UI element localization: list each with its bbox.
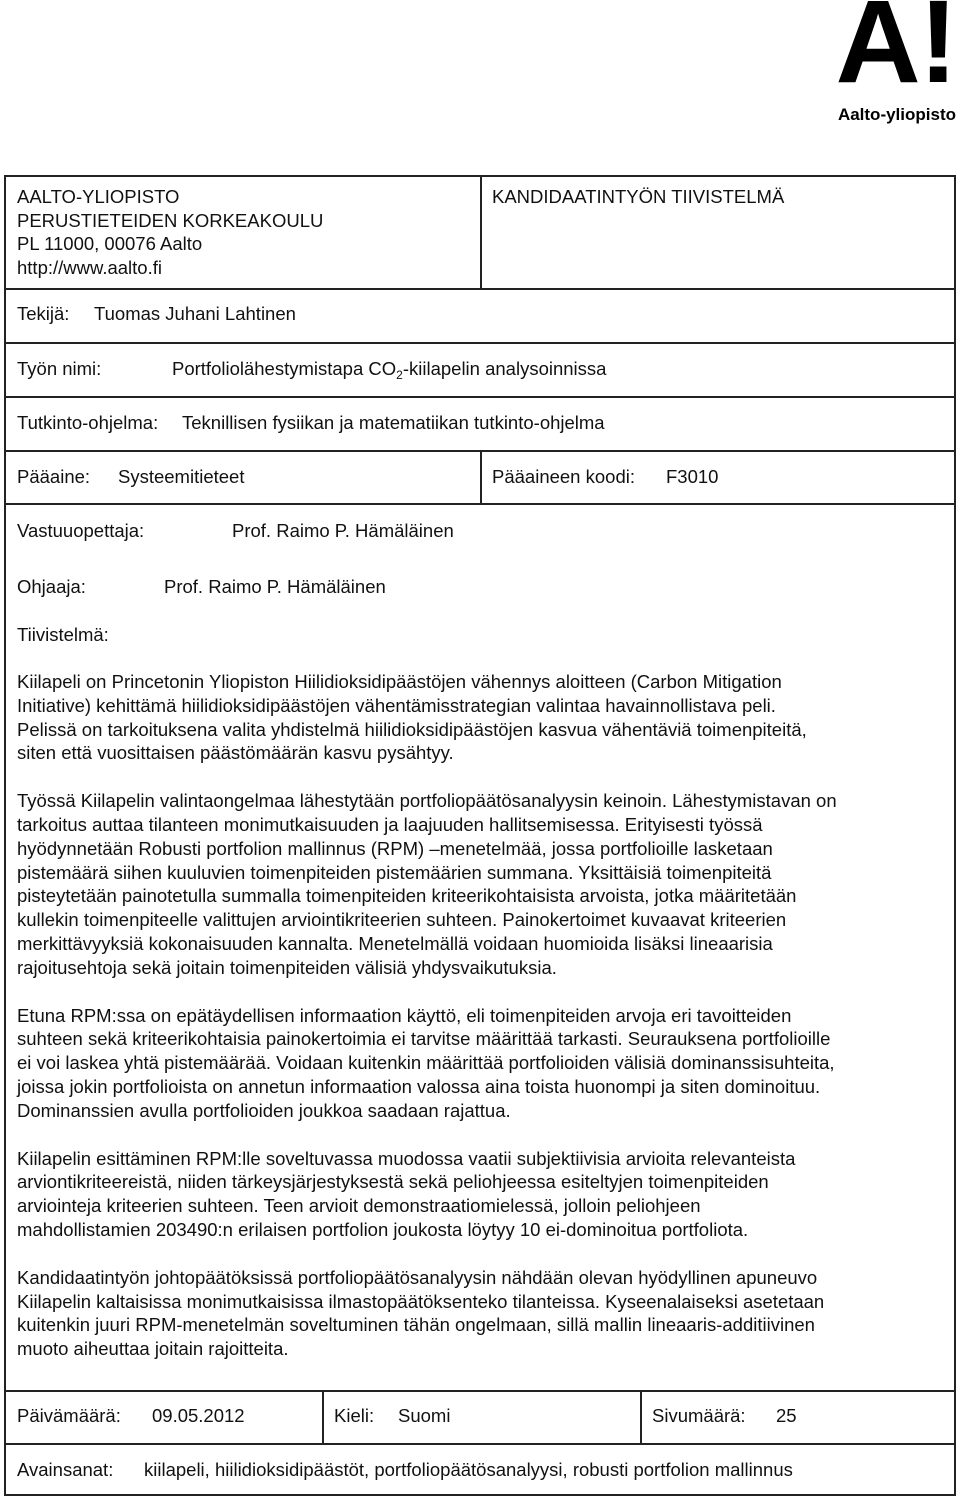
title-part: Portfoliolähestymistapa CO — [172, 358, 397, 379]
abstract-paragraph — [17, 1004, 952, 1123]
date-value: 09.05.2012 — [152, 1405, 245, 1426]
abstract-line: Kandidaatintyön johtopäätöksissä portfoliopäätösanalyysin nähdään olevan hyödyllinen apuneuvo — [17, 1266, 818, 1288]
pages-value: 25 — [776, 1405, 797, 1426]
programme-value: Teknillisen fysiikan ja matematiikan tutkinto-ohjelma — [182, 412, 605, 433]
abstract-line: Kiilapelin kaltaisissa monimutkaisissa ilmastopäätöksenteko tilanteissa. Kyseenalaiseksi asetetaan — [17, 1290, 825, 1312]
abstract-paragraph — [17, 670, 952, 765]
abstract-line: rajoitusehtoja sekä joitain toimenpiteiden välisiä yhdysvaikutuksia. — [17, 956, 557, 978]
header-divider — [480, 177, 482, 289]
abstract-line: pistemäärä siihen kuuluvien toimenpiteiden pistemäärien summana. Yksittäisiä toimenpiteitä — [17, 861, 772, 883]
document-type: KANDIDAATINTYÖN TIIVISTELMÄ — [492, 186, 785, 207]
abstract-line: kullekin toimenpiteelle valittujen arviointikriteerien suhteen. Painokertoimet kuvaavat kriteerien — [17, 909, 787, 931]
major-code-label: Pääaineen koodi: — [492, 466, 635, 487]
abstract-body — [17, 670, 952, 1385]
abstract-line: Kiilapeli on Princetonin Yliopiston Hiilidioksidipäästöjen vähennys aloitteen (Carbon Mitigation — [17, 671, 782, 692]
address-line: PL 11000, 00076 Aalto — [17, 233, 203, 254]
abstract-line: muoto aiheuttaa joitain rajoitteita. — [17, 1338, 289, 1360]
programme-label: Tutkinto-ohjelma: — [17, 412, 159, 433]
divider — [6, 396, 954, 398]
address-line: http://www.aalto.fi — [17, 256, 162, 278]
major-divider — [480, 450, 482, 504]
major-code-value: F3010 — [666, 466, 719, 487]
thesis-title — [172, 357, 606, 381]
logo-text: Aalto-yliopisto — [837, 105, 956, 124]
author-value: Tuomas Juhani Lahtinen — [94, 303, 296, 324]
abstract-line: kuitenkin juuri RPM-menetelmän soveltuminen tähän ongelmaan, sillä mallin lineaaris-additiivinen — [17, 1314, 815, 1336]
abstract-paragraph — [17, 1266, 952, 1361]
pages-label: Sivumäärä: — [652, 1405, 746, 1426]
address-line: AALTO-YLIOPISTO — [17, 186, 180, 207]
abstract-line: siten että vuosittaisen päästömäärän kasvu pysähtyy. — [17, 742, 454, 764]
title-subscript: 2 — [396, 368, 403, 382]
abstract-form — [4, 175, 956, 1496]
divider — [6, 1443, 954, 1445]
abstract-line: Initiative) kehittämä hiilidioksidipäästöjen vähentämisstrategian valintaa havainnollistava peli. — [17, 694, 776, 716]
university-address — [17, 185, 323, 279]
advisor-label: Ohjaaja: — [17, 576, 86, 597]
language-label: Kieli: — [334, 1405, 375, 1426]
logo-mark: A! — [835, 0, 956, 108]
abstract-line: Dominanssien avulla portfolioiden joukkoa saadaan rajattua. — [17, 1099, 511, 1121]
abstract-line: mahdollistamien 203490:n erilaisen portfolion joukosta löytyy 10 ei-dominoitua portfoliota. — [17, 1218, 749, 1240]
footer-divider — [640, 1390, 642, 1444]
keywords-label: Avainsanat: — [17, 1459, 114, 1480]
date-label: Päivämäärä: — [17, 1405, 121, 1426]
abstract-line: pisteytetään painotetulla summalla toimenpiteiden kriteerikohtaisista arvoista, jotka määritetään — [17, 885, 797, 907]
abstract-line: Kiilapelin esittäminen RPM:lle soveltuvassa muodossa vaatii subjektiivisia arvioita relevanteista — [17, 1147, 796, 1169]
title-label: Työn nimi: — [17, 358, 102, 379]
divider — [6, 342, 954, 344]
divider — [6, 288, 954, 290]
keywords-value: kiilapeli, hiilidioksidipäästöt, portfoliopäätösanalyysi, robusti portfolion mallinnus — [144, 1459, 793, 1480]
abstract-line: Etuna RPM:ssa on epätäydellisen informaation käyttö, eli toimenpiteiden arvoja eri tavoitteiden — [17, 1004, 792, 1026]
abstract-line: arviointeja kriteerien suhteen. Teen arvioit demonstraatiomielessä, jolloin peliohjeen — [17, 1195, 701, 1217]
abstract-label: Tiivistelmä: — [17, 624, 109, 645]
abstract-line: merkittävyyksiä kokonaisuuden kannalta. Menetelmällä voidaan huomioida lisäksi lineaarisia — [17, 932, 773, 954]
major-value: Systeemitieteet — [118, 466, 245, 487]
abstract-line: Pelissä on tarkoituksena valita yhdistelmä hiilidioksidipäästöjen kasvua vähentäviä toimenpiteitä, — [17, 718, 807, 740]
abstract-line: ei voi laskea yhtä pistemäärää. Voidaan kuitenkin määrittää portfolioiden välisiä dominanssisuhteita, — [17, 1052, 835, 1074]
abstract-line: arviontikriteereistä, niiden tärkeysjärjestyksestä sekä peliohjeessa esiteltyjen toimenpiteiden — [17, 1171, 769, 1193]
abstract-line: joissa jokin portfolioista on annetun informaation valossa aina toista huonompi ja siten dominoituu. — [17, 1075, 821, 1097]
abstract-paragraph — [17, 789, 952, 979]
major-label: Pääaine: — [17, 466, 91, 487]
advisor-value: Prof. Raimo P. Hämäläinen — [164, 576, 386, 597]
address-line: PERUSTIETEIDEN KORKEAKOULU — [17, 209, 324, 231]
supervisor-label: Vastuuopettaja: — [17, 520, 145, 541]
abstract-line: suhteen sekä kriteerikohtaisia painokertoimia ei tarvitse määrittää tarkasti. Seurauksena portfolioille — [17, 1028, 831, 1050]
divider — [6, 503, 954, 505]
abstract-line: hyödynnetään Robusti portfolion mallinnus (RPM) –menetelmää, jossa portfolioille lasketaan — [17, 837, 773, 859]
footer-divider — [322, 1390, 324, 1444]
language-value: Suomi — [398, 1405, 451, 1426]
abstract-line: Työssä Kiilapelin valintaongelmaa lähestytään portfoliopäätösanalyysin keinoin. Lähestymistavan on — [17, 790, 837, 812]
abstract-line: tarkoitus auttaa tilanteen monimutkaisuuden ja laajuuden hallitsemisessa. Erityisesti työssä — [17, 813, 763, 835]
abstract-paragraph — [17, 1147, 952, 1242]
aalto-logo — [812, 0, 958, 126]
supervisor-value: Prof. Raimo P. Hämäläinen — [232, 520, 454, 541]
divider — [6, 1390, 954, 1392]
title-part: -kiilapelin analysoinnissa — [402, 358, 607, 379]
author-label: Tekijä: — [17, 303, 70, 324]
